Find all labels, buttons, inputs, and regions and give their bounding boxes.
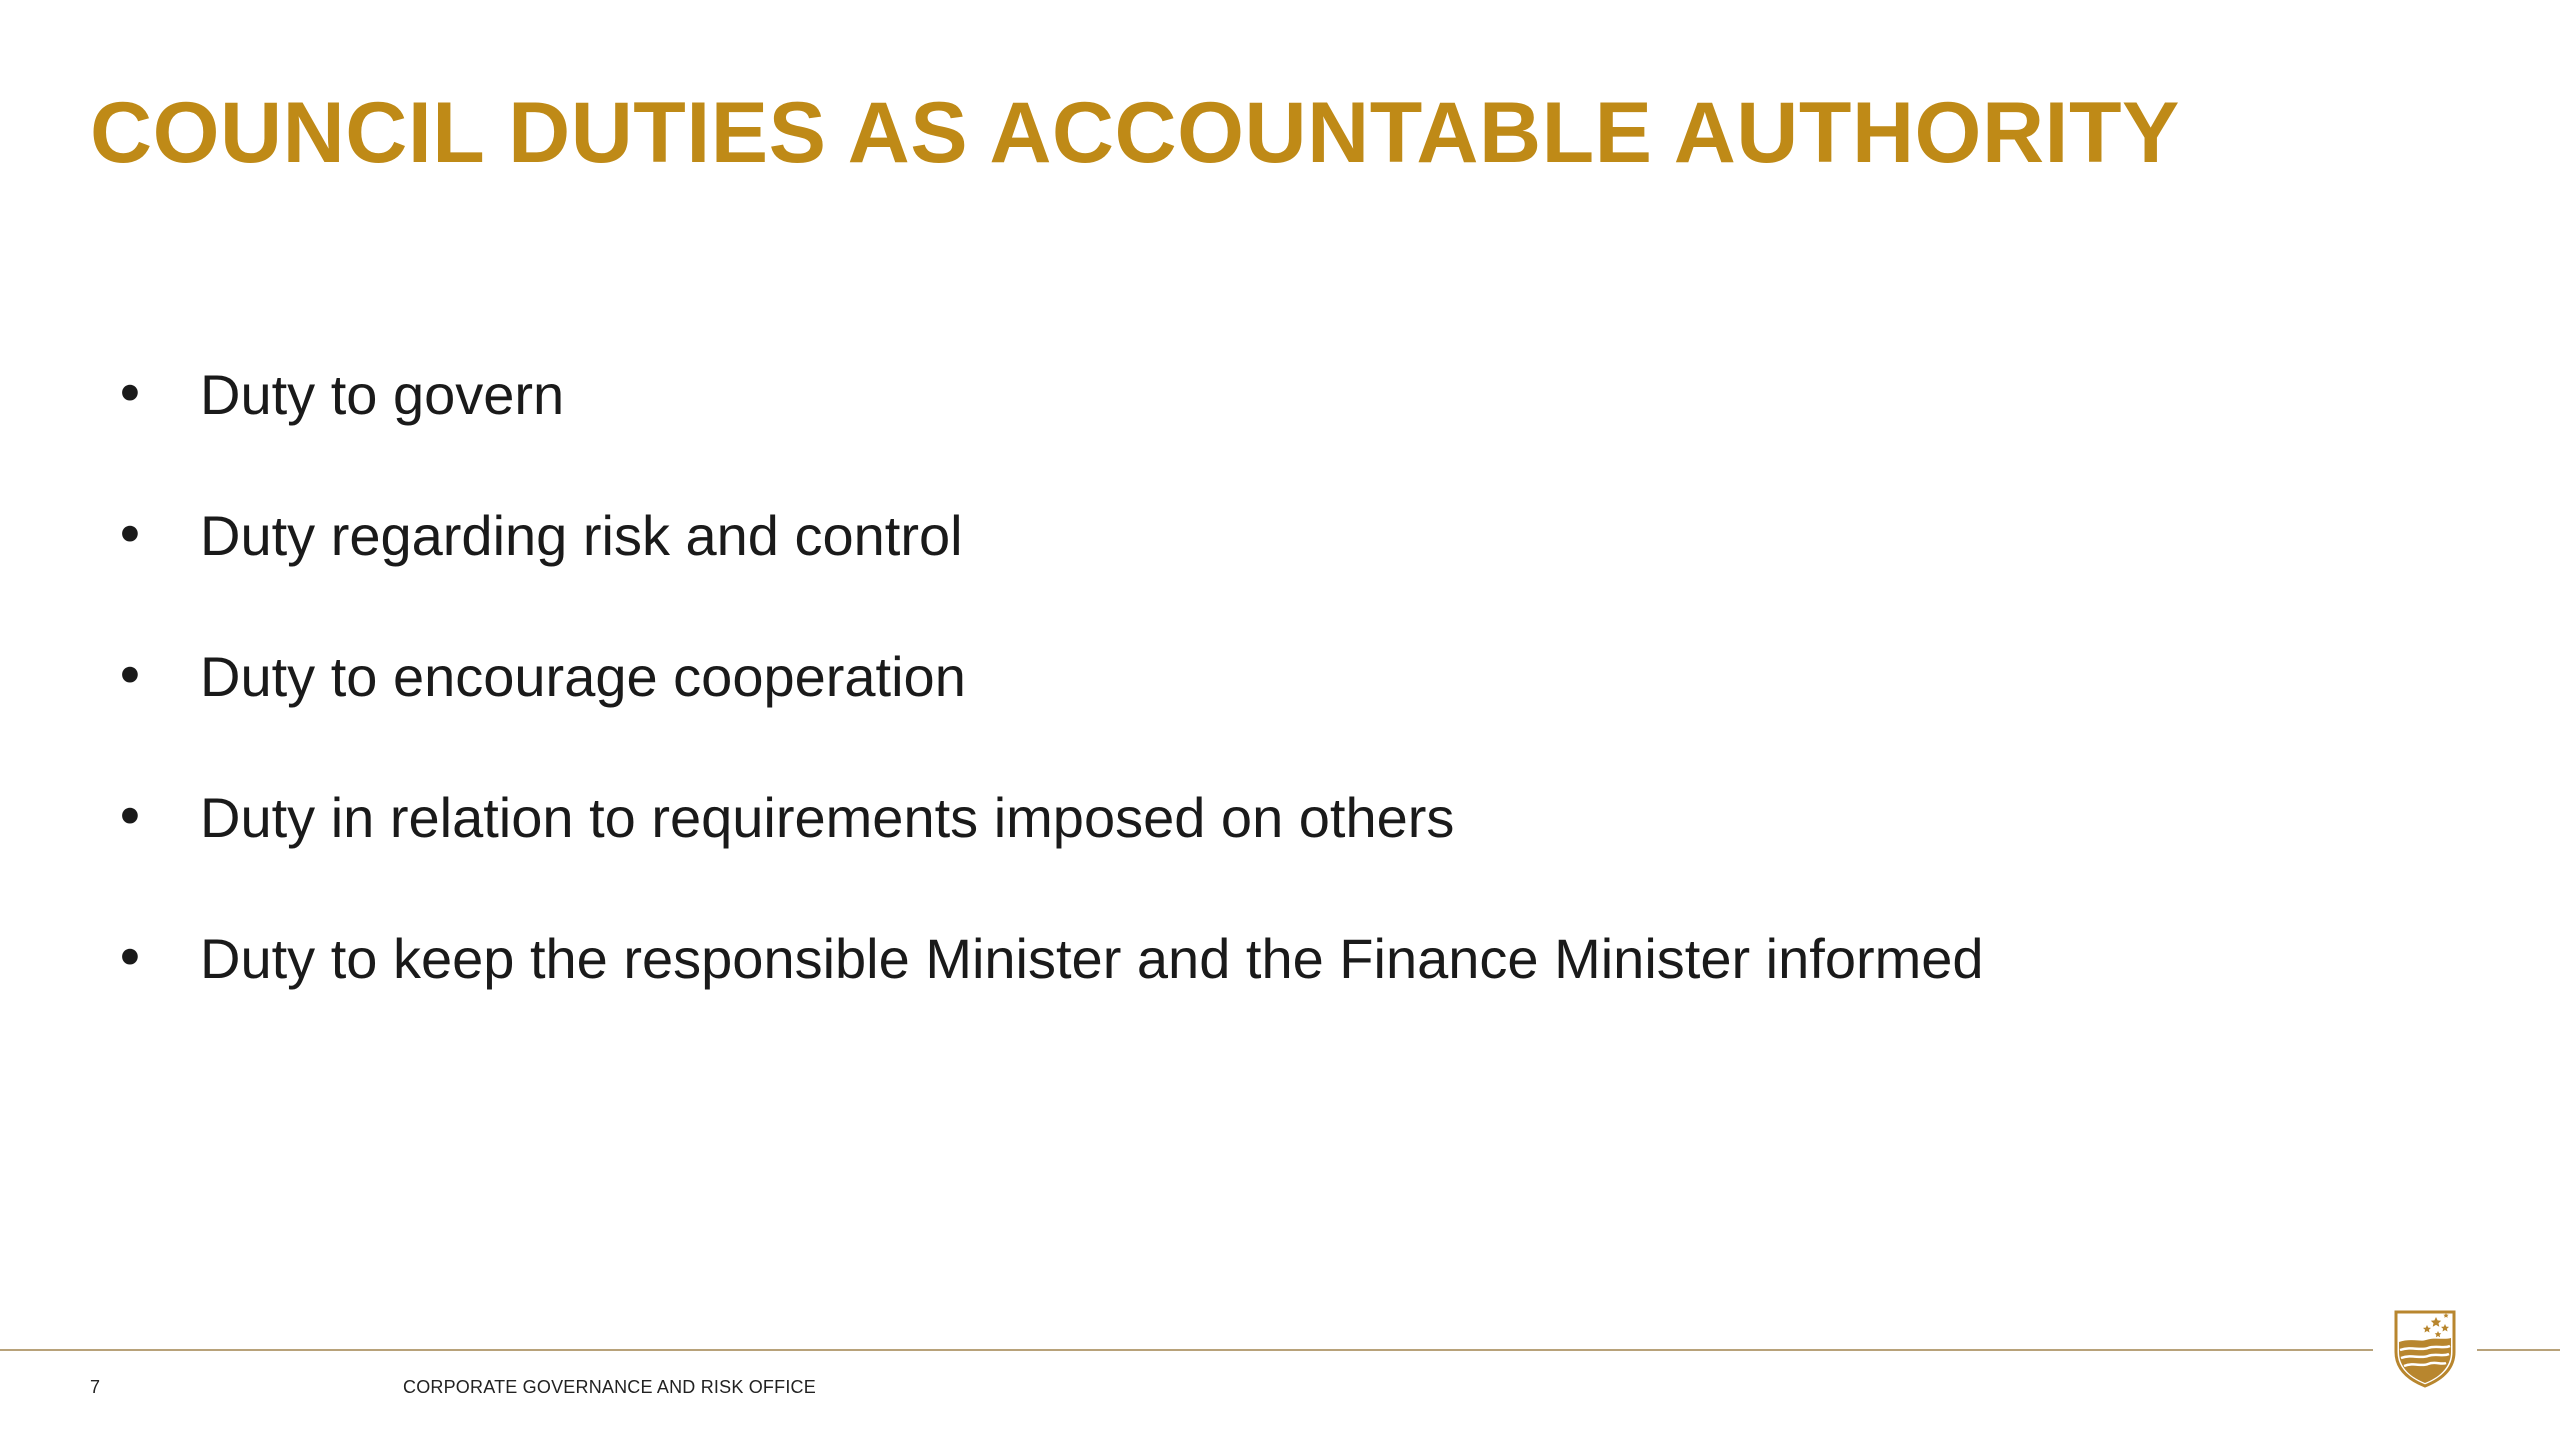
bullet-dot-icon: • xyxy=(114,504,146,567)
bullet-item xyxy=(110,778,1984,919)
bullet-item xyxy=(110,637,1984,778)
bullet-text: Duty to govern xyxy=(200,363,565,426)
bullet-dot-icon: • xyxy=(114,927,146,990)
bullet-text: Duty to encourage cooperation xyxy=(200,645,966,708)
page-number: 7 xyxy=(90,1377,101,1397)
slide-title: COUNCIL DUTIES AS ACCOUNTABLE AUTHORITY xyxy=(90,85,2180,181)
footer-office-name: CORPORATE GOVERNANCE AND RISK OFFICE xyxy=(403,1377,816,1397)
bullet-text: Duty regarding risk and control xyxy=(200,504,963,567)
bullet-item xyxy=(110,919,1984,1060)
university-crest-icon xyxy=(2390,1308,2460,1388)
bullet-list xyxy=(110,355,1984,1060)
bullet-dot-icon: • xyxy=(114,645,146,708)
bullet-dot-icon: • xyxy=(114,786,146,849)
footer-divider-left xyxy=(0,1349,2373,1351)
bullet-item xyxy=(110,355,1984,496)
bullet-text: Duty to keep the responsible Minister and the Finance Minister informed xyxy=(200,927,1984,990)
bullet-dot-icon: • xyxy=(114,363,146,426)
footer-divider-right xyxy=(2477,1349,2560,1351)
bullet-text: Duty in relation to requirements imposed on others xyxy=(200,786,1455,849)
bullet-item xyxy=(110,496,1984,637)
